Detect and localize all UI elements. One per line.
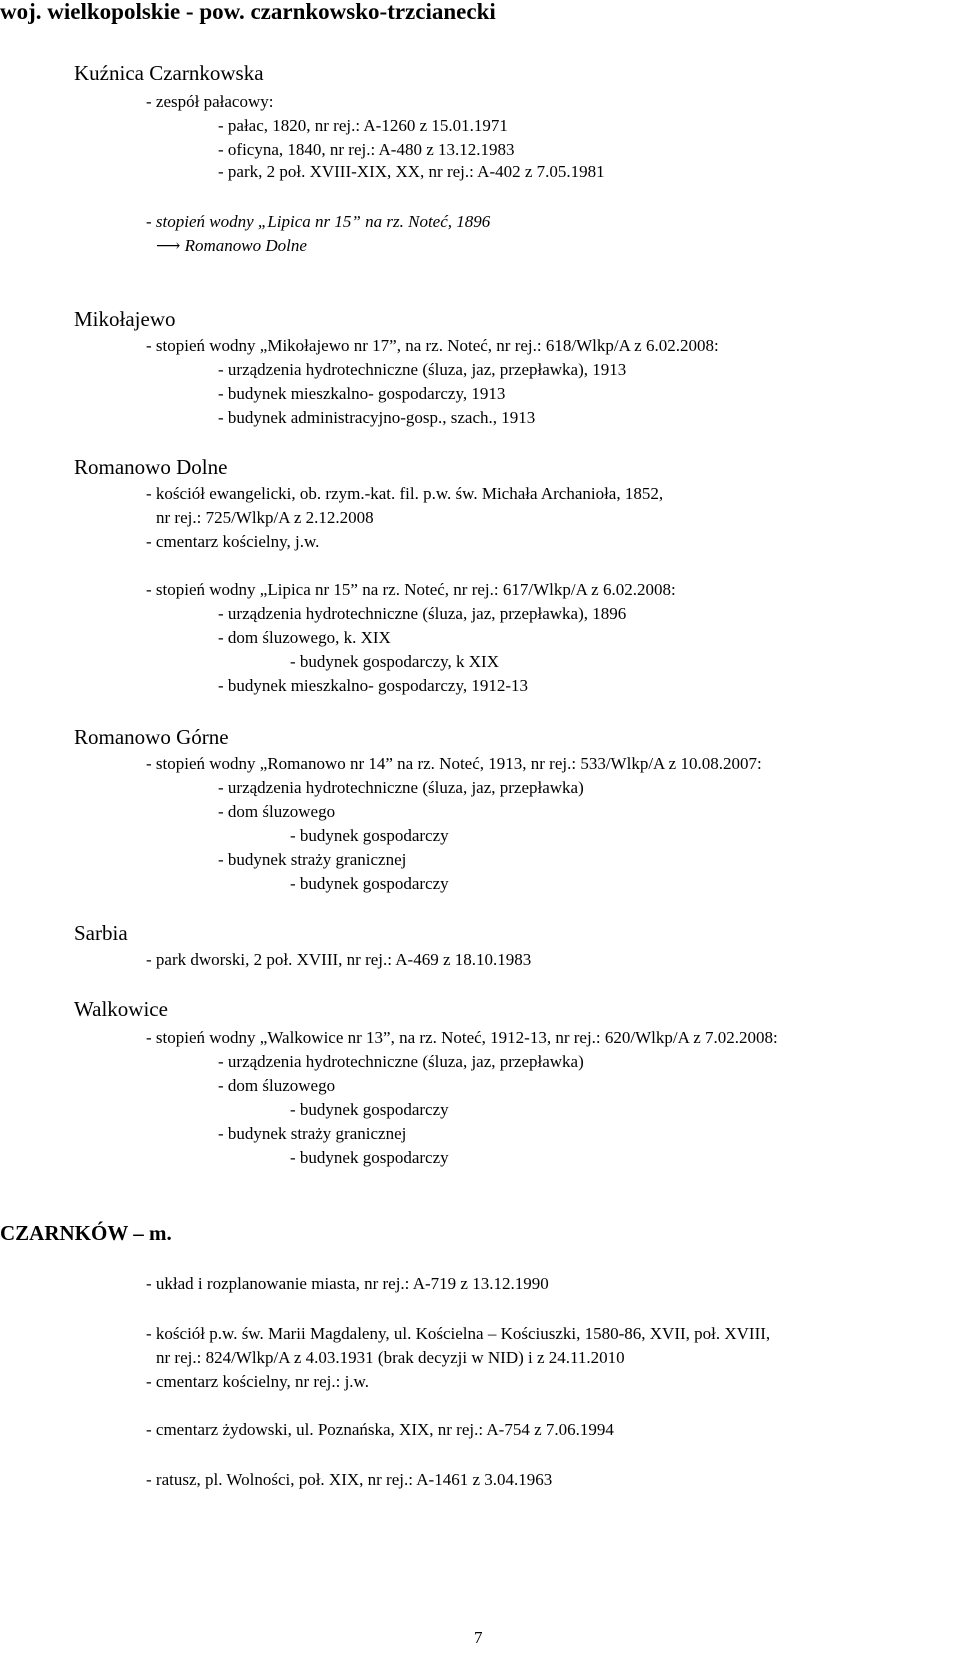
place-title: Walkowice: [74, 997, 168, 1021]
list-item: - budynek administracyjno-gosp., szach., 1913: [218, 408, 536, 427]
list-item: - dom śluzowego: [218, 802, 336, 821]
list-item: - pałac, 1820, nr rej.: A-1260 z 15.01.1971: [218, 116, 508, 135]
arrow-right-icon: ⟶: [156, 236, 181, 255]
page-number: 7: [474, 1628, 483, 1647]
list-item: - stopień wodny „Lipica nr 15” na rz. Noteć, 1896: [146, 212, 491, 231]
list-item: - stopień wodny „Romanowo nr 14” na rz. Noteć, 1913, nr rej.: 533/Wlkp/A z 10.08.2007:: [146, 754, 762, 773]
list-item: - budynek gospodarczy: [290, 874, 449, 893]
list-item: - dom śluzowego, k. XIX: [218, 628, 391, 647]
list-item: nr rej.: 725/Wlkp/A z 2.12.2008: [156, 508, 374, 527]
list-item: - stopień wodny „Mikołajewo nr 17”, na rz. Noteć, nr rej.: 618/Wlkp/A z 6.02.2008:: [146, 336, 719, 355]
page-header-title: woj. wielkopolskie - pow. czarnkowsko-trzcianecki: [0, 0, 496, 24]
place-title: Romanowo Górne: [74, 725, 229, 749]
place-title: Kuźnica Czarnkowska: [74, 61, 264, 85]
list-item: - park, 2 poł. XVIII-XIX, XX, nr rej.: A-402 z 7.05.1981: [218, 162, 605, 181]
list-item: - stopień wodny „Walkowice nr 13”, na rz. Noteć, 1912-13, nr rej.: 620/Wlkp/A z 7.02.2008:: [146, 1028, 778, 1047]
list-item: - dom śluzowego: [218, 1076, 336, 1095]
list-item: - oficyna, 1840, nr rej.: A-480 z 13.12.1983: [218, 140, 515, 159]
list-item: nr rej.: 824/Wlkp/A z 4.03.1931 (brak decyzji w NID) i z 24.11.2010: [156, 1348, 625, 1367]
list-item: - kościół p.w. św. Marii Magdaleny, ul. Kościelna – Kościuszki, 1580-86, XVII, poł. XVIII,: [146, 1324, 771, 1343]
list-item: - budynek mieszkalno- gospodarczy, 1912-13: [218, 676, 529, 695]
list-item: - cmentarz kościelny, j.w.: [146, 532, 320, 551]
cross-reference: [156, 236, 307, 256]
place-title: Romanowo Dolne: [74, 455, 228, 479]
place-title: Mikołajewo: [74, 307, 176, 331]
list-item: - park dworski, 2 poł. XVIII, nr rej.: A-469 z 18.10.1983: [146, 950, 532, 969]
list-item: - cmentarz kościelny, nr rej.: j.w.: [146, 1372, 369, 1391]
list-item: - kościół ewangelicki, ob. rzym.-kat. fil. p.w. św. Michała Archanioła, 1852,: [146, 484, 664, 503]
list-item: - urządzenia hydrotechniczne (śluza, jaz, przepławka), 1896: [218, 604, 627, 623]
cross-reference-label: Romanowo Dolne: [184, 236, 307, 255]
list-item: - urządzenia hydrotechniczne (śluza, jaz, przepławka), 1913: [218, 360, 627, 379]
list-item: - ratusz, pl. Wolności, poł. XIX, nr rej.: A-1461 z 3.04.1963: [146, 1470, 553, 1489]
list-item: - budynek straży granicznej: [218, 1124, 407, 1143]
list-item: - budynek gospodarczy: [290, 826, 449, 845]
list-item: - stopień wodny „Lipica nr 15” na rz. Noteć, nr rej.: 617/Wlkp/A z 6.02.2008:: [146, 580, 676, 599]
city-title: CZARNKÓW – m.: [0, 1221, 172, 1245]
list-item: - budynek gospodarczy, k XIX: [290, 652, 499, 671]
list-item: - budynek gospodarczy: [290, 1100, 449, 1119]
list-item: - urządzenia hydrotechniczne (śluza, jaz, przepławka): [218, 1052, 584, 1071]
list-item: - urządzenia hydrotechniczne (śluza, jaz, przepławka): [218, 778, 584, 797]
list-item: - budynek gospodarczy: [290, 1148, 449, 1167]
list-item: - budynek mieszkalno- gospodarczy, 1913: [218, 384, 506, 403]
list-item: - budynek straży granicznej: [218, 850, 407, 869]
place-title: Sarbia: [74, 921, 128, 945]
list-item: - cmentarz żydowski, ul. Poznańska, XIX, nr rej.: A-754 z 7.06.1994: [146, 1420, 614, 1439]
list-item: - zespół pałacowy:: [146, 92, 274, 111]
list-item: - układ i rozplanowanie miasta, nr rej.: A-719 z 13.12.1990: [146, 1274, 549, 1293]
